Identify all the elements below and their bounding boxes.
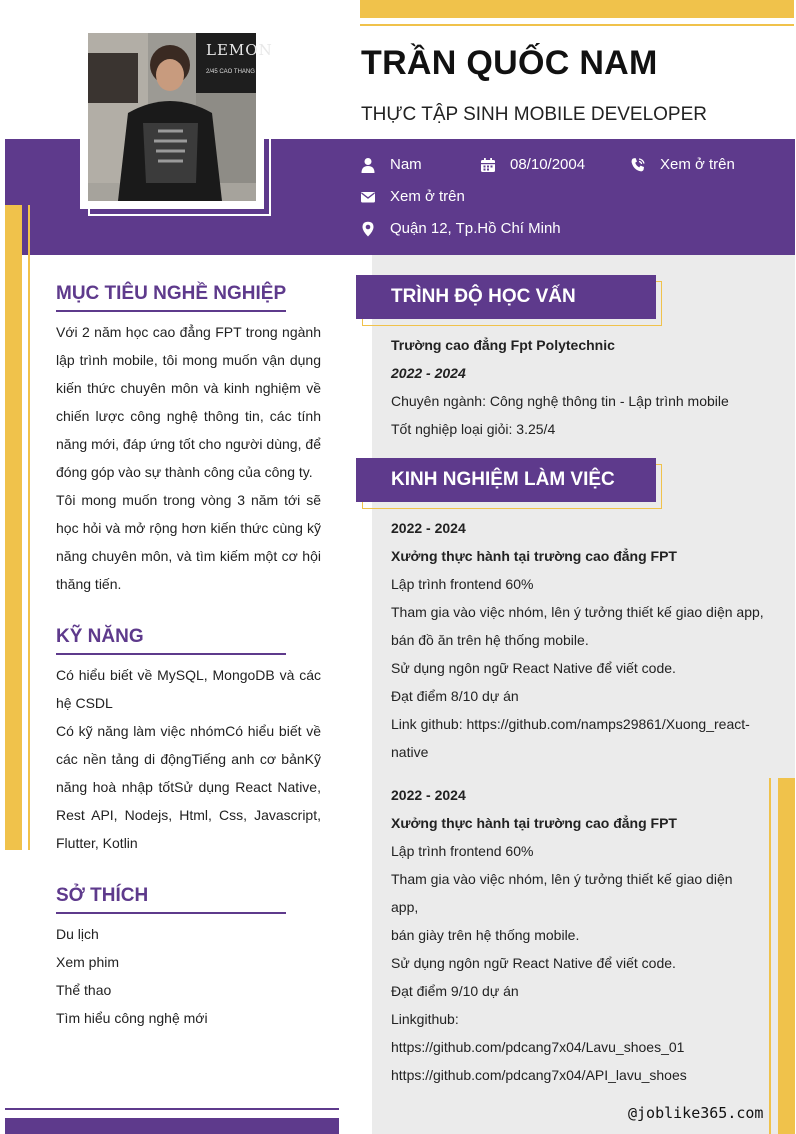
objective-underline (56, 310, 286, 312)
skills-line: hệ CSDL (56, 695, 113, 711)
watermark: @joblike365.com (628, 1104, 764, 1122)
skills-line: Có kỹ năng làm việc nhómCó hiểu biết về (56, 723, 321, 739)
left-gold-bar (5, 205, 22, 850)
contact-gender (360, 156, 422, 173)
experience-job (391, 781, 763, 1089)
email-text: Xem ở trên (390, 188, 465, 205)
hobbies-list (56, 920, 321, 1032)
top-gold-line (360, 24, 794, 26)
job-line: Sử dụng ngôn ngữ React Native để viết code. (391, 955, 676, 971)
job-line: Tham gia vào việc nhóm, lên ý tưởng thiết kế giao diện app, (391, 604, 764, 620)
bottom-purple-bar (5, 1118, 339, 1134)
objective-heading: MỤC TIÊU NGHỀ NGHIỆP (56, 283, 287, 304)
contact-phone (630, 156, 735, 173)
phone-icon (630, 157, 646, 173)
skills-text (56, 661, 321, 857)
job-place: Xưởng thực hành tại trường cao đẳng FPT (391, 815, 677, 831)
phone-text: Xem ở trên (660, 156, 735, 173)
gender-text: Nam (390, 156, 422, 173)
job-line: Tham gia vào việc nhóm, lên ý tưởng thiết kế giao diện app, (391, 871, 733, 915)
skills-line: các nền tảng di độngTiếng anh cơ bảnKỹ (56, 751, 321, 767)
photo-sign-text: LEMON (206, 41, 273, 59)
experience-job (391, 514, 769, 766)
education-school: Trường cao đẳng Fpt Polytechnic (391, 337, 615, 353)
job-github-link-cont[interactable]: native (391, 744, 429, 760)
hobby-item: Thể thao (56, 982, 112, 998)
education-years: 2022 - 2024 (391, 365, 466, 381)
education-heading-box (356, 275, 656, 319)
job-line: bán giày trên hệ thống mobile. (391, 927, 580, 943)
bottom-purple-line (5, 1108, 339, 1110)
objective-line: kiến thức chuyên môn và kinh nghiệm về (56, 380, 321, 396)
education-major: Chuyên ngành: Công nghệ thông tin - Lập trình mobile (391, 393, 729, 409)
right-gold-bar (778, 778, 795, 1134)
objective-line: lập trình mobile, tôi mong muốn vận dụng (56, 352, 321, 368)
job-github-link[interactable]: https://github.com/pdcang7x04/Lavu_shoes_01 (391, 1039, 685, 1055)
objective-line: học hỏi và mở rộng hơn kiến thức cùng kỹ (56, 520, 321, 536)
left-gold-line (28, 205, 30, 850)
objective-line: đóng góp vào sự thành công của công ty. (56, 464, 313, 480)
calendar-icon (480, 157, 496, 173)
skills-line: Flutter, Kotlin (56, 835, 138, 851)
candidate-title: THỰC TẬP SINH MOBILE DEVELOPER (361, 104, 707, 125)
profile-photo (88, 33, 273, 201)
address-text: Quận 12, Tp.Hồ Chí Minh (390, 220, 561, 237)
job-line: Linkgithub: (391, 1011, 459, 1027)
objective-line: năng mới, đáp ứng tốt cho người dùng, để (56, 436, 321, 452)
job-line: Đạt điểm 8/10 dự án (391, 688, 519, 704)
objective-line: Tôi mong muốn trong vòng 3 năm tới sẽ (56, 492, 321, 508)
education-content (391, 331, 771, 443)
hobby-item: Du lịch (56, 926, 99, 942)
job-line: Lập trình frontend 60% (391, 576, 534, 592)
skills-line: năng hoà nhập tốtSử dụng React Native, (56, 779, 321, 795)
contact-email (360, 188, 465, 205)
objective-text (56, 318, 321, 598)
contact-address (360, 220, 561, 237)
education-heading: TRÌNH ĐỘ HỌC VẤN (391, 286, 576, 307)
contact-birthdate (480, 156, 585, 173)
skills-heading: KỸ NĂNG (56, 626, 144, 647)
job-years: 2022 - 2024 (391, 520, 466, 536)
objective-line: năng chuyên môn, và tìm kiếm một cơ hội (56, 548, 321, 564)
birthdate-text: 08/10/2004 (510, 156, 586, 173)
objective-line: chiến lược công nghệ thông tin, các tính (56, 408, 321, 424)
hobby-item: Xem phim (56, 954, 120, 970)
hobbies-underline (56, 912, 286, 914)
job-github-link[interactable]: https://github.com/pdcang7x04/API_lavu_shoes (391, 1067, 687, 1083)
experience-heading-box (356, 458, 656, 502)
location-pin-icon (360, 221, 376, 237)
hobby-item: Tìm hiểu công nghệ mới (56, 1010, 208, 1026)
candidate-name: TRẦN QUỐC NAM (361, 44, 658, 82)
skills-underline (56, 653, 286, 655)
job-years: 2022 - 2024 (391, 787, 466, 803)
job-line: Lập trình frontend 60% (391, 843, 534, 859)
hobbies-heading: SỞ THÍCH (56, 885, 149, 906)
photo-sign-subtext: 2/45 CAO THANG (206, 69, 255, 75)
top-gold-bar (360, 0, 794, 18)
skills-line: Rest API, Nodejs, Html, Css, Javascript, (56, 807, 321, 823)
experience-heading: KINH NGHIỆM LÀM VIỆC (391, 469, 615, 490)
right-gold-line (769, 778, 771, 1134)
objective-line: thăng tiến. (56, 576, 122, 592)
job-line: bán đồ ăn trên hệ thống mobile. (391, 632, 589, 648)
job-github-link[interactable]: Link github: https://github.com/namps29861/Xuong_react- (391, 716, 750, 732)
job-place: Xưởng thực hành tại trường cao đẳng FPT (391, 548, 677, 564)
education-grade: Tốt nghiệp loại giỏi: 3.25/4 (391, 421, 556, 437)
job-line: Sử dụng ngôn ngữ React Native để viết code. (391, 660, 676, 676)
objective-line: Với 2 năm học cao đẳng FPT trong ngành (56, 324, 321, 340)
user-icon (360, 157, 376, 173)
envelope-icon (360, 189, 376, 205)
skills-line: Có hiểu biết về MySQL, MongoDB và các (56, 667, 321, 683)
job-line: Đạt điểm 9/10 dự án (391, 983, 519, 999)
